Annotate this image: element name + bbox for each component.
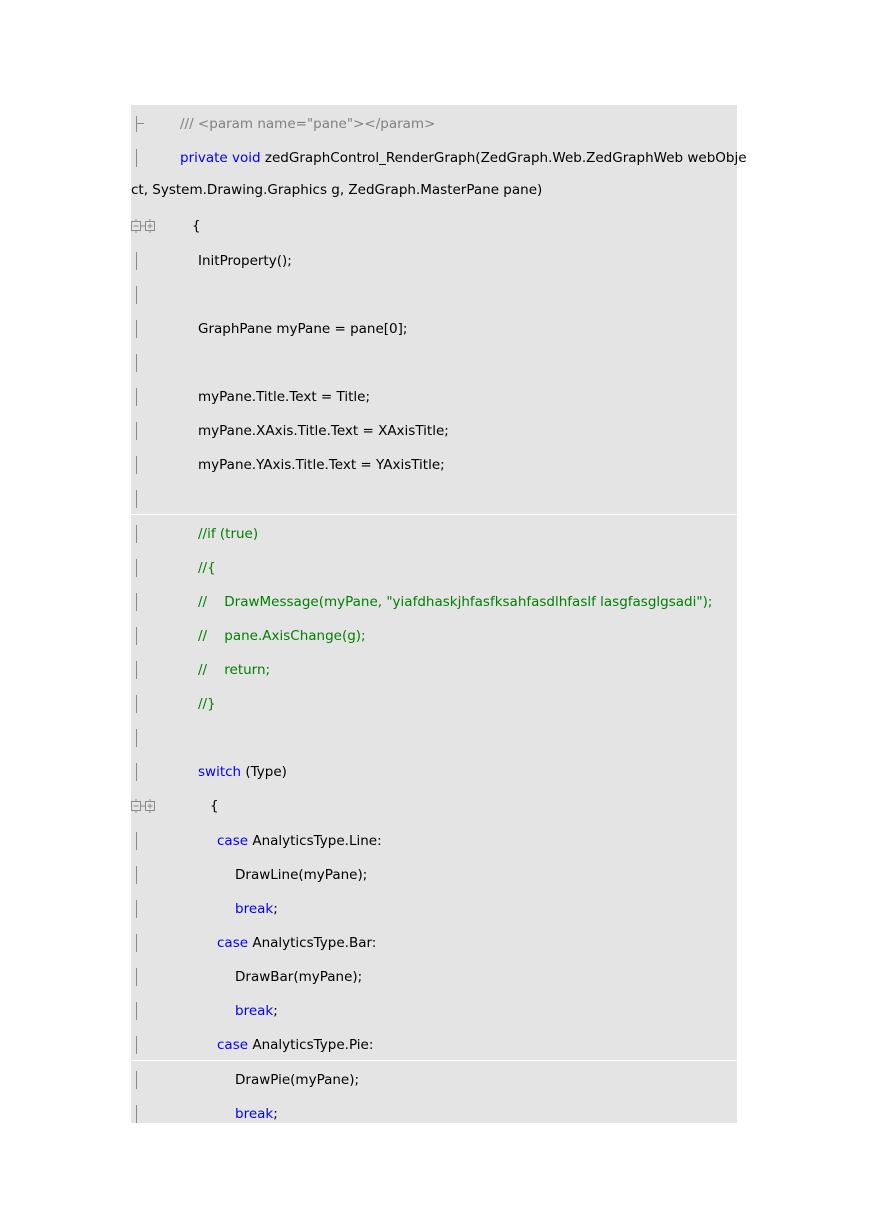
gutter-line-icon [136, 252, 137, 270]
code-text: myPane.Title.Text = Title; [198, 389, 370, 405]
code-line [131, 858, 737, 892]
code-line [131, 892, 737, 926]
code-text: DrawBar(myPane); [235, 969, 363, 985]
code-text [235, 892, 278, 926]
code-line [131, 173, 737, 207]
code-line [131, 687, 737, 721]
code-text [217, 1028, 373, 1062]
keyword: break [235, 1003, 274, 1019]
code-line [131, 244, 737, 278]
code-line [131, 278, 737, 312]
code-line [131, 1028, 737, 1062]
gutter-line-icon [136, 627, 137, 645]
code-line [131, 448, 737, 482]
code-line [131, 755, 737, 789]
signature-text: zedGraphControl_RenderGraph(ZedGraph.Web.ZedGraphWeb webObje [264, 150, 747, 166]
code-line [131, 1097, 737, 1131]
gutter-line-icon [136, 1002, 137, 1020]
code-text: DrawLine(myPane); [235, 867, 368, 883]
doc-comment: /// <param name="pane"></param> [180, 116, 436, 132]
gutter-line-icon [136, 388, 137, 406]
code-line [131, 517, 737, 551]
gutter-line-icon [136, 354, 137, 372]
gutter-line-icon [136, 661, 137, 679]
switch-expression: (Type) [241, 764, 287, 780]
code-line [131, 414, 737, 448]
code-line [131, 482, 737, 516]
code-line [131, 312, 737, 346]
keyword: case [217, 1037, 249, 1053]
gutter-tee-icon [136, 116, 144, 132]
case-label: AnalyticsType.Pie: [248, 1037, 374, 1053]
code-line [131, 926, 737, 960]
keyword: void [232, 150, 261, 166]
code-line [131, 380, 737, 414]
gutter-line-icon [136, 729, 137, 747]
gutter-line-icon [136, 900, 137, 918]
code-line [131, 107, 737, 141]
case-label: AnalyticsType.Bar: [248, 935, 377, 951]
code-line [131, 994, 737, 1028]
code-line [131, 551, 737, 585]
keyword: switch [198, 764, 242, 780]
method-signature [180, 141, 747, 175]
code-line [131, 346, 737, 380]
comment-text: // pane.AxisChange(g); [198, 628, 366, 644]
gutter-line-icon [136, 968, 137, 986]
brace: { [192, 218, 201, 234]
comment-text: // DrawMessage(myPane, "yiafdhaskjhfasfksahfasdlhfaslf lasgfasglgsadi"); [198, 594, 713, 610]
code-line [131, 209, 737, 243]
code-text: InitProperty(); [198, 253, 292, 269]
gutter-line-icon [136, 320, 137, 338]
code-text [198, 755, 287, 789]
comment-text: //if (true) [198, 526, 259, 542]
keyword: break [235, 1106, 274, 1122]
code-line [131, 619, 737, 653]
code-line [131, 824, 737, 858]
gutter-line-icon [136, 832, 137, 850]
code-text [235, 1097, 278, 1131]
comment-text: // return; [198, 662, 271, 678]
code-block [131, 105, 747, 1123]
gutter-line-icon [136, 490, 137, 508]
gutter-line-icon [136, 1071, 137, 1089]
case-label: AnalyticsType.Line: [248, 833, 382, 849]
code-line [131, 721, 737, 755]
code-line [131, 585, 737, 619]
keyword: case [217, 833, 249, 849]
fold-marker-icon[interactable] [131, 219, 157, 233]
gutter-line-icon [136, 1036, 137, 1054]
gutter-line-icon [136, 866, 137, 884]
semicolon: ; [273, 1106, 278, 1122]
keyword: break [235, 901, 274, 917]
gutter-line-icon [136, 525, 137, 543]
keyword: private [180, 150, 228, 166]
gutter-line-icon [136, 559, 137, 577]
semicolon: ; [273, 901, 278, 917]
code-text: myPane.YAxis.Title.Text = YAxisTitle; [198, 457, 445, 473]
code-line [131, 789, 737, 823]
gutter-line-icon [136, 695, 137, 713]
code-text [217, 824, 382, 858]
keyword: case [217, 935, 249, 951]
comment-text: //{ [198, 560, 216, 576]
code-text: myPane.XAxis.Title.Text = XAxisTitle; [198, 423, 449, 439]
code-line [131, 653, 737, 687]
gutter-line-icon [136, 149, 137, 167]
code-text: DrawPie(myPane); [235, 1072, 360, 1088]
gutter-line-icon [136, 593, 137, 611]
code-line [131, 1063, 737, 1097]
gutter-line-icon [136, 456, 137, 474]
gutter-line-icon [136, 422, 137, 440]
gutter-line-icon [136, 763, 137, 781]
brace: { [210, 798, 219, 814]
gutter-line-icon [136, 286, 137, 304]
code-text: GraphPane myPane = pane[0]; [198, 321, 408, 337]
semicolon: ; [273, 1003, 278, 1019]
code-line [131, 960, 737, 994]
signature-continuation: ct, System.Drawing.Graphics g, ZedGraph.MasterPane pane) [131, 182, 543, 198]
gutter-line-icon [136, 934, 137, 952]
comment-text: //} [198, 696, 216, 712]
code-line [131, 141, 747, 175]
gutter-line-icon [136, 1105, 137, 1123]
fold-marker-icon[interactable] [131, 799, 157, 813]
code-text [217, 926, 376, 960]
code-text [235, 994, 278, 1028]
